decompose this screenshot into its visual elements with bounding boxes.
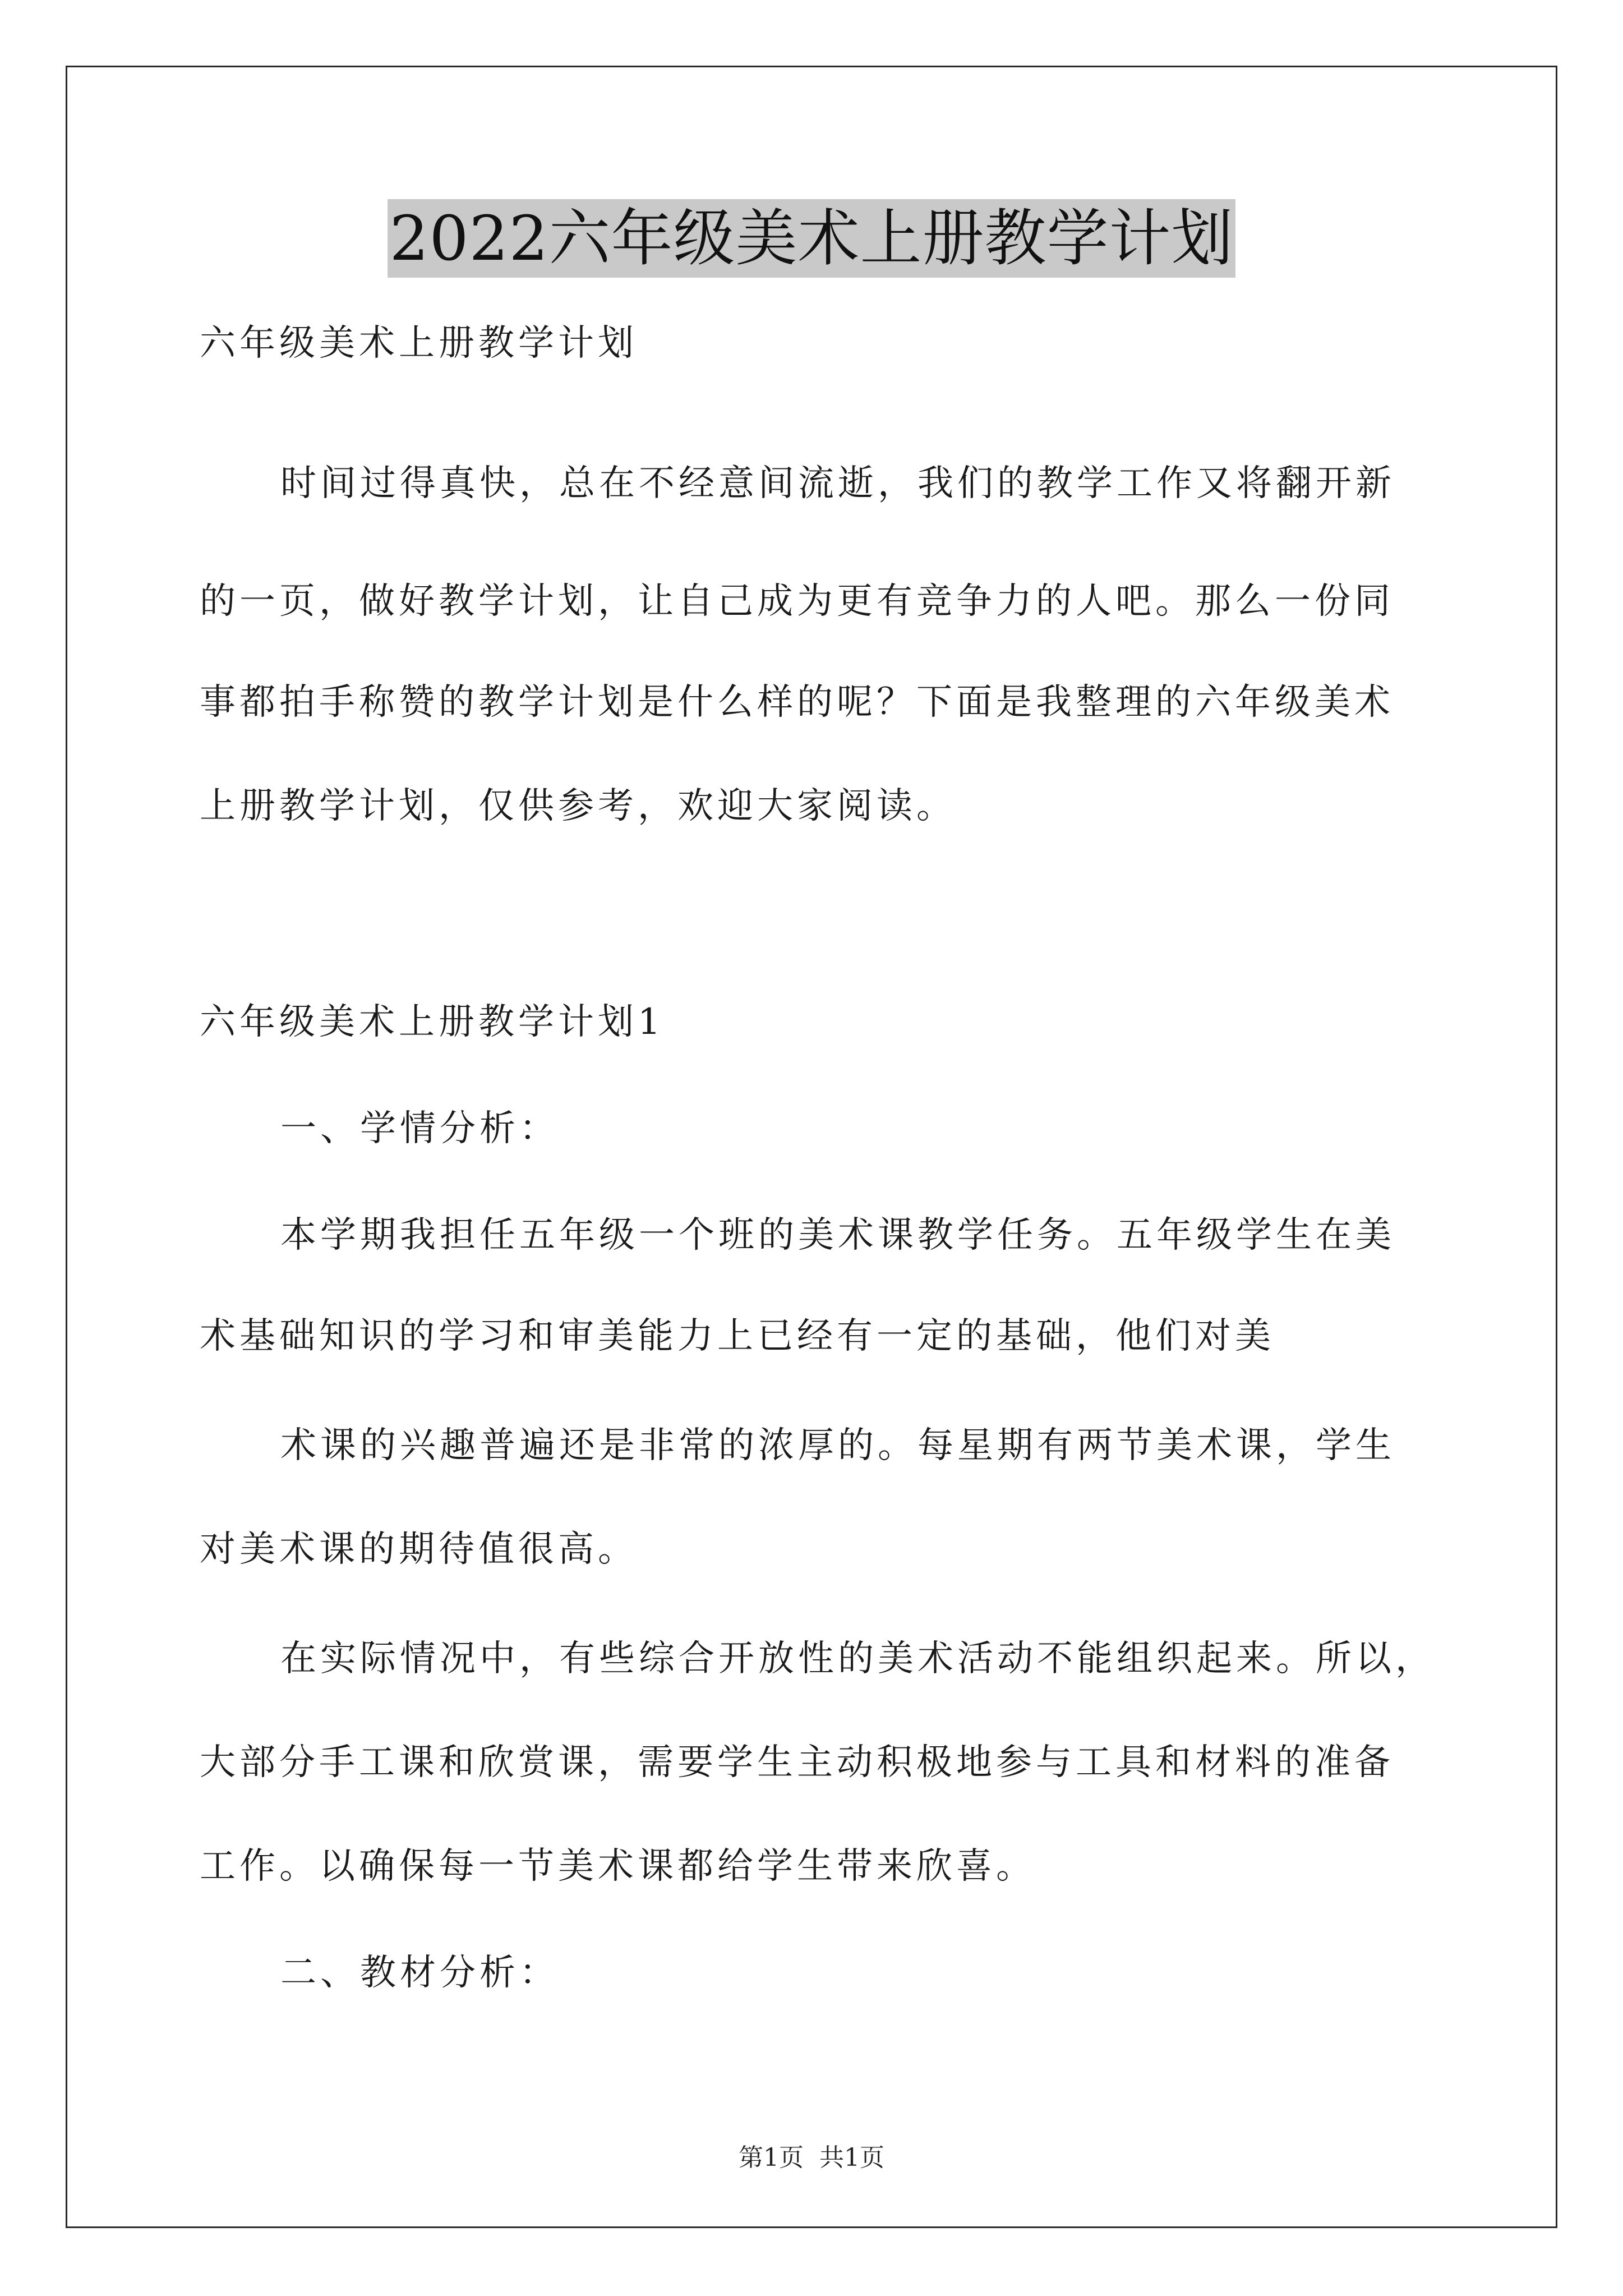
paragraph-line: 上册教学计划，仅供参考，欢迎大家阅读。 bbox=[200, 785, 956, 827]
title-container bbox=[0, 199, 1623, 278]
subtitle-line: 六年级美术上册教学计划 bbox=[200, 323, 638, 364]
paragraph-line: 工作。以确保每一节美术课都给学生带来欣喜。 bbox=[200, 1846, 1036, 1887]
paragraph-line: 术基础知识的学习和审美能力上已经有一定的基础，他们对美 bbox=[200, 1315, 1275, 1357]
subsection-heading: 一、学情分析： bbox=[280, 1108, 559, 1149]
page-number: 第1页 bbox=[739, 2143, 804, 2172]
paragraph-line: 大部分手工课和欣赏课，需要学生主动积极地参与工具和材料的准备 bbox=[200, 1742, 1394, 1783]
document-title: 2022六年级美术上册教学计划 bbox=[388, 199, 1236, 278]
paragraph-line: 事都拍手称赞的教学计划是什么样的呢？下面是我整理的六年级美术 bbox=[200, 682, 1394, 723]
subsection-heading: 二、教材分析： bbox=[280, 1952, 559, 1994]
paragraph-line: 时间过得真快，总在不经意间流逝，我们的教学工作又将翻开新 bbox=[280, 463, 1395, 504]
paragraph-line: 对美术课的期待值很高。 bbox=[200, 1529, 638, 1570]
page-footer bbox=[0, 2137, 1623, 2173]
page-total: 共1页 bbox=[819, 2143, 884, 2172]
paragraph-line: 术课的兴趣普遍还是非常的浓厚的。每星期有两节美术课，学生 bbox=[280, 1425, 1395, 1466]
paragraph-line: 本学期我担任五年级一个班的美术课教学任务。五年级学生在美 bbox=[280, 1214, 1395, 1256]
section-heading: 六年级美术上册教学计划1 bbox=[200, 1001, 665, 1043]
paragraph-line: 的一页，做好教学计划，让自己成为更有竞争力的人吧。那么一份同 bbox=[200, 581, 1394, 622]
paragraph-line: 在实际情况中，有些综合开放性的美术活动不能组织起来。所以， bbox=[280, 1638, 1435, 1680]
